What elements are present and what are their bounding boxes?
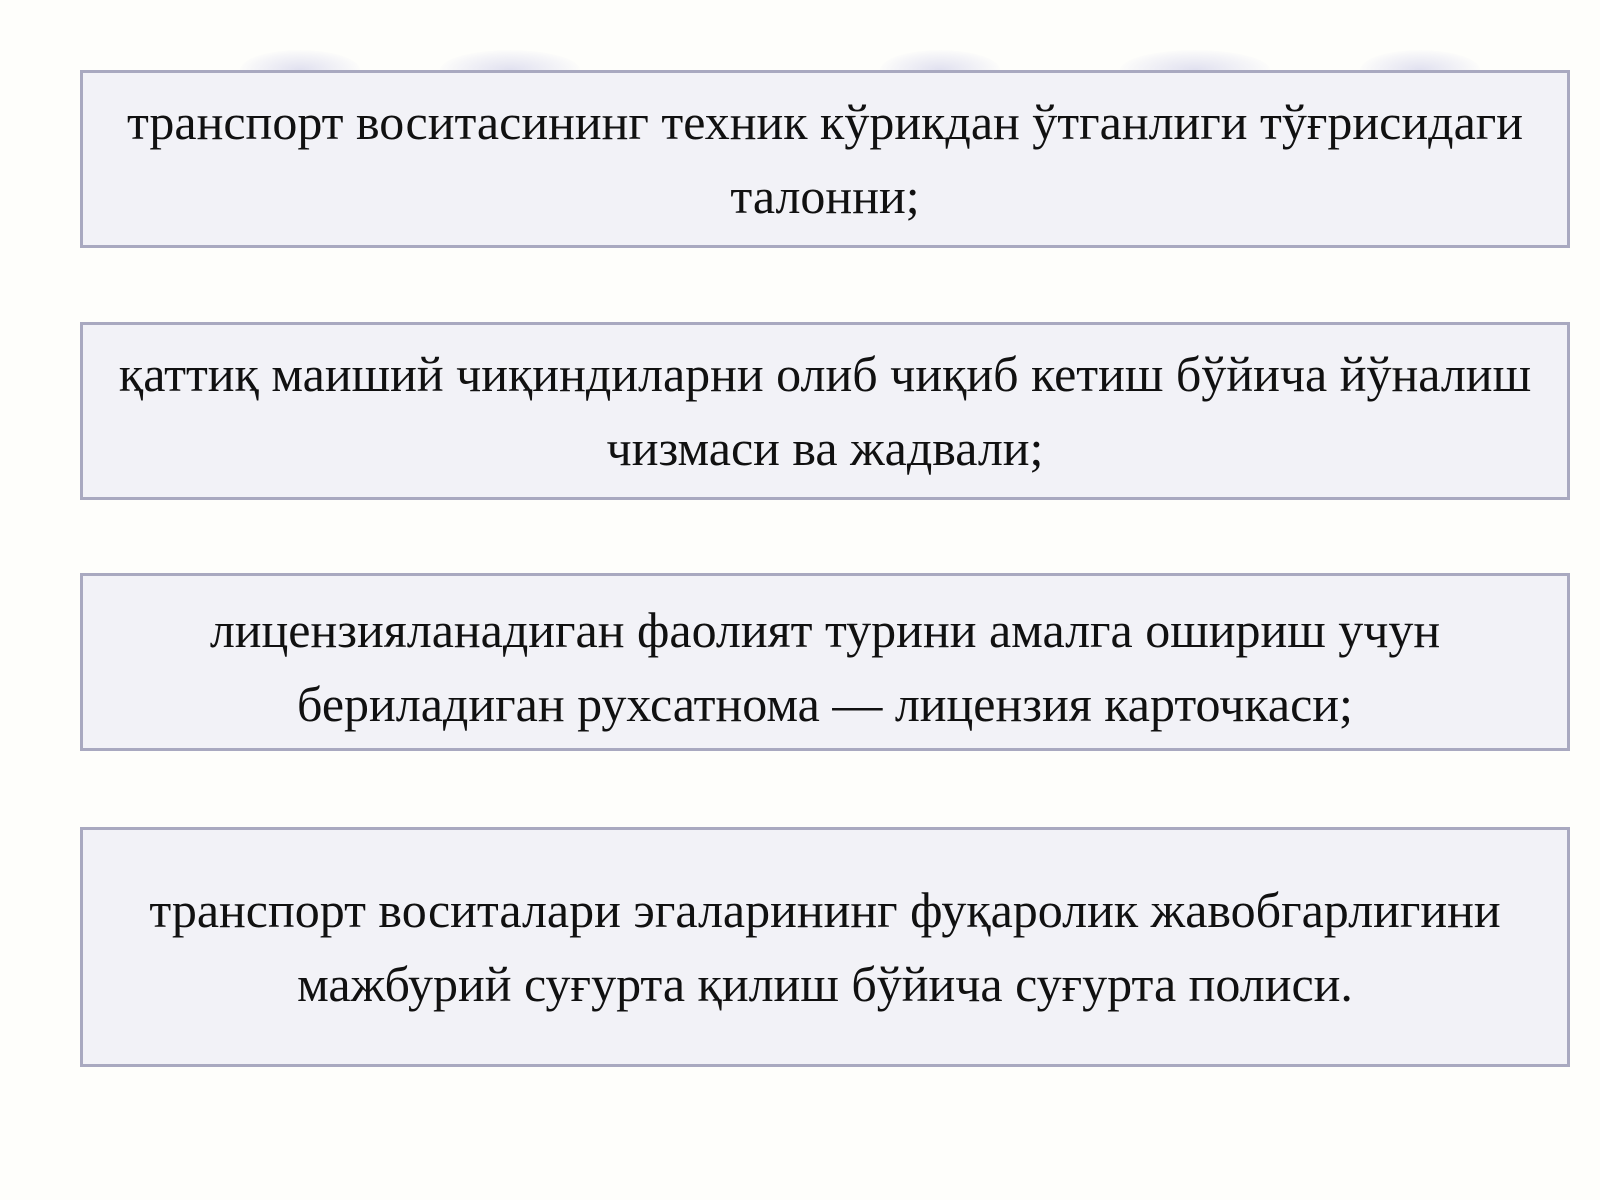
text-box-label: транспорт воситалари эгаларининг фуқаролик жавобгарлигини мажбурий суғурта қилиш бўйича суғурта полиси. (149, 882, 1501, 1012)
text-box-insurance-policy (80, 827, 1570, 1067)
text-box-waste-route (80, 322, 1570, 500)
text-box-label: лицензияланадиган фаолият турини амалга ошириш учун бериладиган рухсатнома — лицензия карточкаси; (209, 602, 1441, 732)
text-box-label: транспорт воситасининг техник кўрикдан ўтганлиги тўғрисидаги талонни; (126, 94, 1524, 224)
text-box-license-card (80, 573, 1570, 751)
text-box-inspection-talon (80, 70, 1570, 248)
text-box-label: қаттиқ маиший чиқиндиларни олиб чиқиб кетиш бўйича йўналиш чизмаси ва жадвали; (118, 346, 1532, 476)
